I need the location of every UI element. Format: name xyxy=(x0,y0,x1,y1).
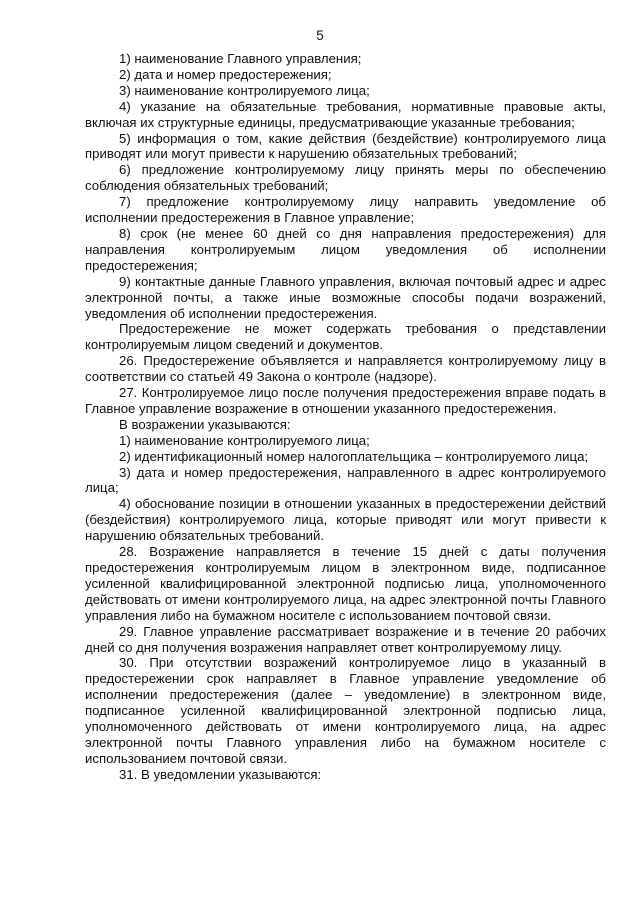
paragraph-clause-31: 31. В уведомлении указываются: xyxy=(119,766,322,782)
paragraph-item-8: 8) срок (не менее 60 дней со дня направления предостережения) для направления контролируемым лицом уведомления об исполнении предостережения; xyxy=(85,225,606,273)
paragraph-objection-item-2: 2) идентификационный номер налогоплательщика – контролируемого лица; xyxy=(119,448,589,464)
paragraph-clause-26: 26. Предостережение объявляется и направляется контролируемому лицу в соответствии со статьей 49 Закона о контроле (надзоре). xyxy=(85,353,606,385)
paragraph-item-5: 5) информация о том, какие действия (бездействие) контролируемого лица приводят или могут привести к нарушению обязательных требований; xyxy=(85,130,606,162)
paragraph-item-2: 2) дата и номер предостережения; xyxy=(119,66,332,82)
paragraph-objection-item-4: 4) обоснование позиции в отношении указанных в предостережении действий (бездействия) контролируемого лица, которые приводят или могут привести к нарушению обязательных требований. xyxy=(85,496,606,544)
paragraph-item-4: 4) указание на обязательные требования, нормативные правовые акты, включая их структурные единицы, предусматривающие указанные требования; xyxy=(85,98,606,130)
paragraph-clause-27: 27. Контролируемое лицо после получения предостережения вправе подать в Главное управление возражение в отношении указанного предостережения. xyxy=(85,385,606,416)
paragraph-item-6: 6) предложение контролируемому лицу принять меры по обеспечению соблюдения обязательных требований; xyxy=(85,162,606,194)
page-number: 5 xyxy=(316,28,324,43)
paragraph-item-9: 9) контактные данные Главного управления, включая почтовый адрес и адрес электронной почты, а также иные возможные способы подачи возражений, уведомления об исполнении предостережения. xyxy=(85,273,606,321)
paragraph-clause-30: 30. При отсутствии возражений контролируемое лицо в указанный в предостережении срок направляет в Главное управление уведомление об исполнении предостережения (далее – уведомление) в электронном виде, подписанное усиленной квалифицированной электронной подписью лица, уполномоченного действовать от имени контролируемого лица, на адрес электронной почты Главного управления либо на бумажном носителе с использованием почтовой связи. xyxy=(85,655,606,766)
paragraph-clause-28: 28. Возражение направляется в течение 15 дней с даты получения предостережения контролируемым лицом в электронном виде, подписанное усиленной квалифицированной электронной подписью лица, уполномоченного действовать от имени контролируемого лица, на адрес электронной почты Главного управления либо на бумажном носителе с использованием почтовой связи. xyxy=(85,544,606,623)
paragraph-item-7: 7) предложение контролируемому лицу направить уведомление об исполнении предостережения в Главное управление; xyxy=(85,194,606,226)
body-text xyxy=(85,51,606,783)
paragraph-item-3: 3) наименование контролируемого лица; xyxy=(119,82,370,98)
paragraph-item-1: 1) наименование Главного управления; xyxy=(119,51,362,66)
paragraph-restriction: Предостережение не может содержать требования о представлении контролируемым лицом сведений и документов. xyxy=(85,321,606,353)
paragraph-objection-item-3: 3) дата и номер предостережения, направленного в адрес контролируемого лица; xyxy=(85,464,606,496)
paragraph-clause-29: 29. Главное управление рассматривает возражение и в течение 20 рабочих дней со дня получения возражения направляет ответ контролируемому лицу. xyxy=(85,623,606,655)
paragraph-objection-intro: В возражении указываются: xyxy=(119,416,291,432)
paragraph-objection-item-1: 1) наименование контролируемого лица; xyxy=(119,432,370,448)
